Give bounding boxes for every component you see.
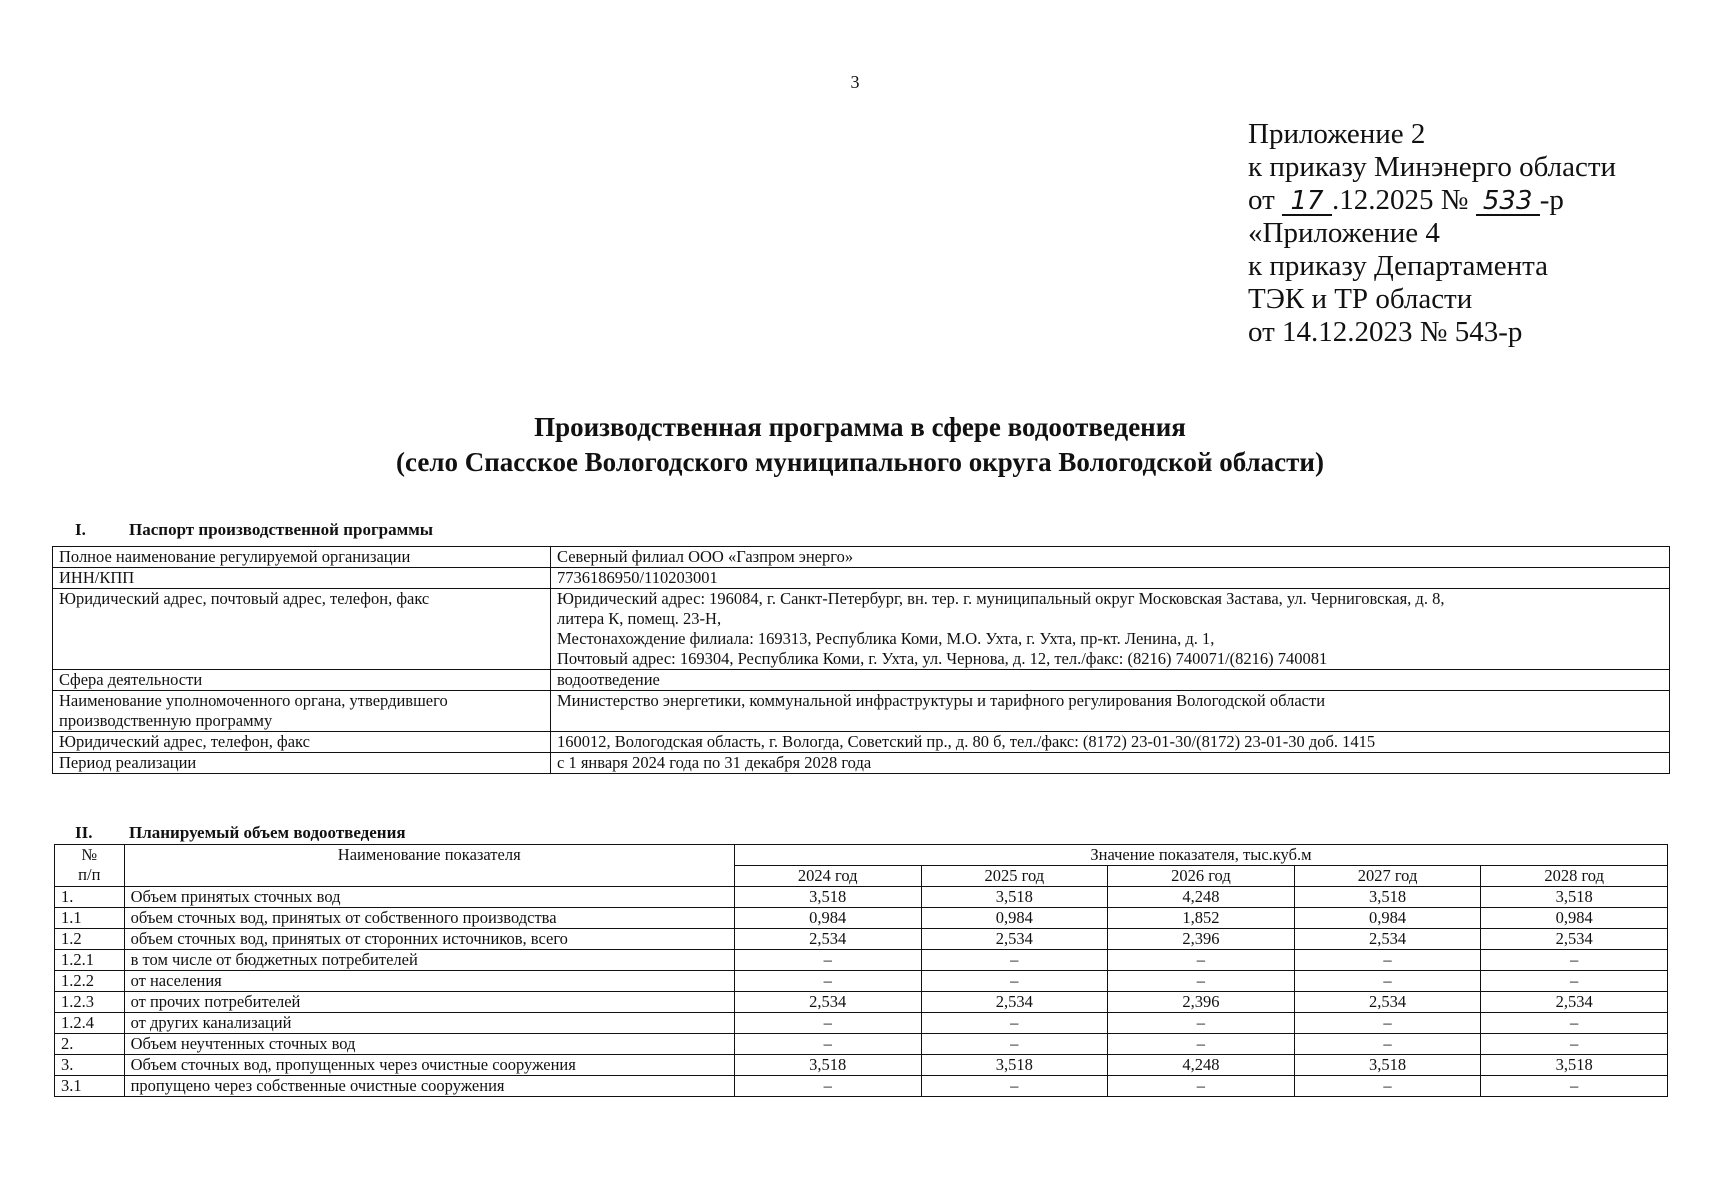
header-year: 2024 год	[734, 866, 921, 887]
passport-value-line: 7736186950/110203001	[557, 568, 718, 587]
header-indicator-value: Значение показателя, тыс.куб.м	[734, 845, 1667, 866]
passport-row	[53, 753, 1670, 774]
passport-value-line: Юридический адрес: 196084, г. Санкт-Петербург, вн. тер. г. муниципальный округ Московская Застава, ул. Черниговская, д. 8,	[557, 589, 1445, 608]
row-value: 4,248	[1108, 1055, 1295, 1076]
row-value: 3,518	[1294, 887, 1481, 908]
appendix-line: к приказу Минэнерго области	[1248, 151, 1617, 183]
row-value: 0,984	[1294, 908, 1481, 929]
row-value: 3,518	[921, 887, 1108, 908]
row-number: 1.	[55, 887, 125, 908]
table-row	[55, 1055, 1668, 1076]
row-value: 3,518	[921, 1055, 1108, 1076]
row-value: –	[921, 950, 1108, 971]
row-value: –	[1108, 1034, 1295, 1055]
row-indicator-name: пропущено через собственные очистные сооружения	[124, 1076, 734, 1097]
passport-value-line: Почтовый адрес: 169304, Республика Коми, г. Ухта, ул. Чернова, д. 12, тел./факс: (8216) 740071/(8216) 740081	[557, 649, 1328, 668]
header-year: 2025 год	[921, 866, 1108, 887]
row-value: –	[1481, 1076, 1668, 1097]
passport-row	[53, 732, 1670, 753]
row-value: –	[734, 1034, 921, 1055]
handwritten-order-number: 533	[1476, 188, 1540, 216]
row-value: 2,534	[734, 992, 921, 1013]
table-row	[55, 971, 1668, 992]
row-value: –	[921, 1076, 1108, 1097]
volume-table	[54, 844, 1668, 1097]
title-line-1: Производственная программа в сфере водоотведения	[534, 412, 1186, 442]
section-number: II.	[75, 823, 93, 842]
appendix-line: к приказу Департамента	[1248, 250, 1549, 282]
section-title: Паспорт производственной программы	[129, 520, 434, 539]
row-value: 2,534	[1294, 992, 1481, 1013]
row-indicator-name: от других канализаций	[124, 1013, 734, 1034]
appendix-line: ТЭК и ТР области	[1248, 283, 1473, 315]
section-title: Планируемый объем водоотведения	[129, 823, 406, 842]
passport-value	[551, 568, 1670, 589]
row-value: 3,518	[734, 887, 921, 908]
row-value: 2,534	[1481, 929, 1668, 950]
passport-label: ИНН/КПП	[53, 568, 551, 589]
row-number: 1.2.2	[55, 971, 125, 992]
handwritten-day: 17	[1282, 188, 1332, 216]
passport-value-line: Местонахождение филиала: 169313, Республика Коми, М.О. Ухта, г. Ухта, пр-кт. Ленина, д. 1,	[557, 629, 1215, 648]
passport-label: Полное наименование регулируемой организации	[53, 547, 551, 568]
table-row	[55, 950, 1668, 971]
row-indicator-name: объем сточных вод, принятых от сторонних источников, всего	[124, 929, 734, 950]
row-indicator-name: от населения	[124, 971, 734, 992]
passport-row	[53, 589, 1670, 670]
row-indicator-name: Объем принятых сточных вод	[124, 887, 734, 908]
row-value: –	[1294, 1034, 1481, 1055]
header-number-line: №	[81, 845, 98, 864]
appendix-middle: .12.2025 №	[1332, 184, 1469, 216]
row-value: –	[1108, 950, 1295, 971]
row-value: –	[1481, 971, 1668, 992]
appendix-line: «Приложение 4	[1248, 217, 1440, 249]
passport-value	[551, 589, 1670, 670]
row-number: 1.2	[55, 929, 125, 950]
table-row	[55, 929, 1668, 950]
appendix-order-date-line	[1248, 184, 1616, 217]
row-value: –	[1108, 1013, 1295, 1034]
row-value: –	[1481, 1013, 1668, 1034]
document-title	[0, 410, 1720, 480]
row-value: –	[1294, 971, 1481, 992]
row-value: 3,518	[1481, 1055, 1668, 1076]
row-value: –	[1294, 1013, 1481, 1034]
row-value: 2,396	[1108, 992, 1295, 1013]
row-value: –	[1294, 950, 1481, 971]
row-value: 0,984	[921, 908, 1108, 929]
section-2-heading	[75, 823, 406, 843]
table-row	[55, 1034, 1668, 1055]
appendix-line: от 14.12.2023 № 543-р	[1248, 316, 1523, 348]
header-indicator-name: Наименование показателя	[124, 845, 734, 887]
row-value: 0,984	[734, 908, 921, 929]
row-number: 1.2.4	[55, 1013, 125, 1034]
passport-label: Юридический адрес, почтовый адрес, телефон, факс	[53, 589, 551, 670]
row-indicator-name: в том числе от бюджетных потребителей	[124, 950, 734, 971]
section-1-heading	[75, 520, 433, 540]
row-value: –	[1481, 950, 1668, 971]
row-indicator-name: Объем неучтенных сточных вод	[124, 1034, 734, 1055]
passport-row	[53, 691, 1670, 732]
section-number: I.	[75, 520, 86, 539]
passport-value	[551, 670, 1670, 691]
row-value: –	[921, 1034, 1108, 1055]
passport-value-line: с 1 января 2024 года по 31 декабря 2028 года	[557, 753, 872, 772]
row-value: 2,396	[1108, 929, 1295, 950]
row-value: 3,518	[1294, 1055, 1481, 1076]
row-value: –	[1108, 971, 1295, 992]
passport-value-line: водоотведение	[557, 670, 660, 689]
row-value: –	[1481, 1034, 1668, 1055]
row-value: 2,534	[1481, 992, 1668, 1013]
table-row	[55, 1013, 1668, 1034]
header-year: 2028 год	[1481, 866, 1668, 887]
table-row	[55, 1076, 1668, 1097]
row-value: 4,248	[1108, 887, 1295, 908]
passport-row	[53, 568, 1670, 589]
row-value: 1,852	[1108, 908, 1295, 929]
title-line-2: (село Спасское Вологодского муниципального округа Вологодской области)	[396, 447, 1324, 477]
page-number: 3	[850, 72, 860, 92]
passport-value	[551, 691, 1670, 732]
row-value: –	[1294, 1076, 1481, 1097]
passport-label: Наименование уполномоченного органа, утвердившего производственную программу	[53, 691, 551, 732]
passport-label: Юридический адрес, телефон, факс	[53, 732, 551, 753]
row-value: –	[734, 1013, 921, 1034]
passport-value-line: литера К, помещ. 23-Н,	[557, 609, 722, 628]
passport-value-line: 160012, Вологодская область, г. Вологда, Советский пр., д. 80 б, тел./факс: (8172) 23-01-30/(8172) 23-01-30 доб. 1415	[557, 732, 1376, 751]
row-value: –	[734, 950, 921, 971]
table-row	[55, 887, 1668, 908]
passport-value	[551, 753, 1670, 774]
row-value: –	[921, 1013, 1108, 1034]
row-indicator-name: объем сточных вод, принятых от собственного производства	[124, 908, 734, 929]
row-value: 0,984	[1481, 908, 1668, 929]
passport-table	[52, 546, 1670, 774]
header-year: 2026 год	[1108, 866, 1295, 887]
row-value: –	[734, 1076, 921, 1097]
row-value: 2,534	[1294, 929, 1481, 950]
row-indicator-name: Объем сточных вод, пропущенных через очистные сооружения	[124, 1055, 734, 1076]
passport-value-line: Северный филиал ООО «Газпром энерго»	[557, 547, 854, 566]
passport-value-line: Министерство энергетики, коммунальной инфраструктуры и тарифного регулирования Вологодской области	[557, 691, 1326, 710]
row-number: 3.1	[55, 1076, 125, 1097]
row-value: 3,518	[1481, 887, 1668, 908]
passport-row	[53, 670, 1670, 691]
row-value: –	[921, 971, 1108, 992]
row-number: 1.2.1	[55, 950, 125, 971]
row-value: –	[1108, 1076, 1295, 1097]
passport-value	[551, 732, 1670, 753]
header-number	[55, 845, 125, 887]
row-number: 1.1	[55, 908, 125, 929]
row-value: 2,534	[734, 929, 921, 950]
passport-row	[53, 547, 1670, 568]
header-year: 2027 год	[1294, 866, 1481, 887]
appendix-line: Приложение 2	[1248, 118, 1426, 150]
row-indicator-name: от прочих потребителей	[124, 992, 734, 1013]
table-row	[55, 908, 1668, 929]
row-value: –	[734, 971, 921, 992]
appendix-prefix: от	[1248, 184, 1275, 216]
passport-label: Период реализации	[53, 753, 551, 774]
passport-label: Сфера деятельности	[53, 670, 551, 691]
table-row	[55, 992, 1668, 1013]
row-value: 3,518	[734, 1055, 921, 1076]
row-value: 2,534	[921, 992, 1108, 1013]
row-number: 2.	[55, 1034, 125, 1055]
row-number: 3.	[55, 1055, 125, 1076]
appendix-block	[1248, 118, 1616, 349]
row-value: 2,534	[921, 929, 1108, 950]
appendix-suffix: -р	[1539, 184, 1564, 216]
passport-value	[551, 547, 1670, 568]
header-number-line: п/п	[78, 865, 101, 884]
row-number: 1.2.3	[55, 992, 125, 1013]
